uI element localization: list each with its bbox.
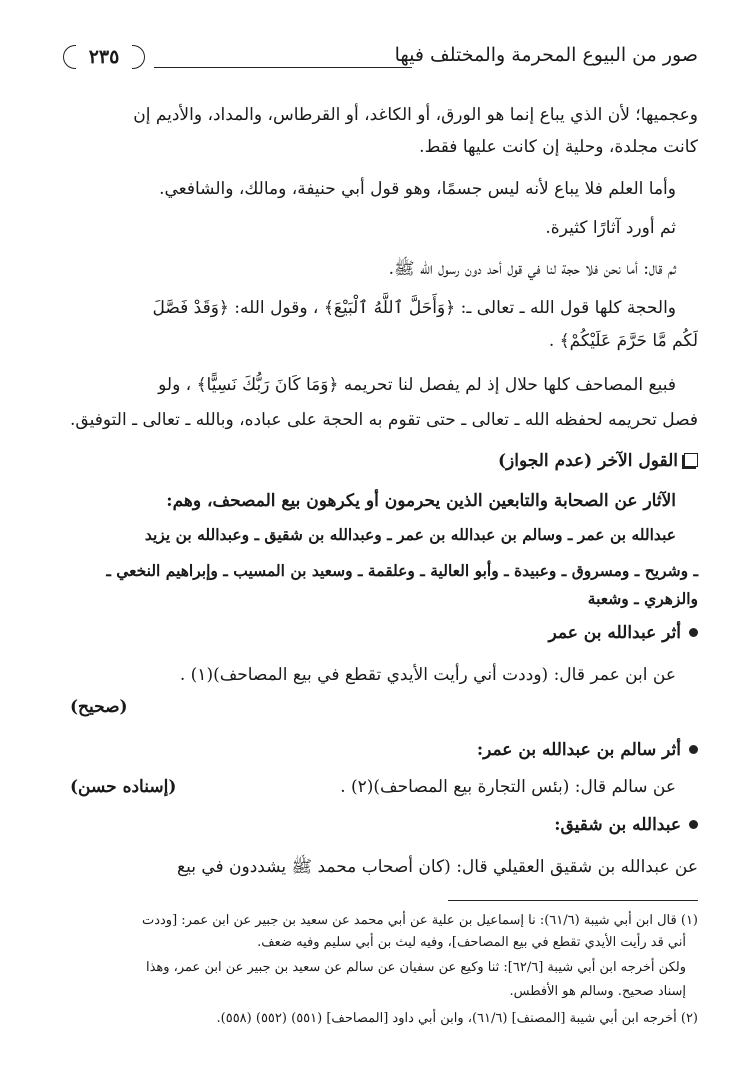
paragraph-line: وأما العلم فلا يباع لأنه ليس جسمًا، وهو قول أبي حنيفة، ومالك، والشافعي. [159,179,676,199]
bullet-dot-icon [689,745,698,754]
grade-label: (إسناده حسن) [70,777,177,797]
athar-text: عن سالم قال: (بئس التجارة بيع المصاحف)(٢) . [340,777,676,797]
athar-title: أثر سالم بن عبدالله بن عمر: [477,735,698,765]
names-line: والزهري ـ وشعبة [587,589,698,608]
paragraph-line: فبيع المصاحف كلها حلال إذ لم يفصل لنا تحريمه ﴿وَمَا كَانَ رَبُّكَ نَسِيًّا﴾ ، ولو [158,375,676,395]
athar-text: عن عبدالله بن شقيق العقيلي قال: (كان أصحاب محمد ﷺ يشددون في بيع [177,857,698,877]
footnote-rule [448,900,698,901]
paragraph-line: ثم أورد آثارًا كثيرة. [545,218,676,238]
footnote-line: إسناد صحيح. وسالم هو الأفطس. [509,984,686,999]
running-header-title: صور من البيوع المحرمة والمختلف فيها [394,44,698,66]
footnote-line: (١) قال ابن أبي شيبة (٦١/٦): نا إسماعيل بن علية عن أبي محمد عن سعيد بن جبير عن ابن عمر: [وددت [141,913,698,928]
paragraph-line: والحجة كلها قول الله ـ تعالى ـ: ﴿وَأَحَلَّ ٱللَّهُ ٱلْبَيْعَ﴾ ، وقول الله: ﴿وَقَدْ فَصَّلَ [152,298,676,318]
athar-heading: الآثار عن الصحابة والتابعين الذين يحرمون أو يكرهون بيع المصحف، وهم: [166,491,676,511]
grade-label: (صحيح) [70,697,128,717]
page-number: ٢٣٥ [63,42,145,72]
square-bullet-icon [684,453,698,467]
header-rule [154,67,412,68]
paragraph-line: كانت مجلدة، وحلية إن كانت عليها فقط. [419,137,698,157]
footnote-line: (٢) أخرجه ابن أبي شيبة [المصنف] (٦١/٦)، وابن أبي داود [المصاحف] (٥٥١) (٥٥٢) (٥٥٨). [216,1011,698,1026]
athar-title: عبدالله بن شقيق: [554,810,698,840]
names-line: ـ وشريح ـ ومسروق ـ وعبيدة ـ وأبو العالية ـ وعلقمة ـ وسعيد بن المسيب ـ وإبراهيم النخعي ـ [106,561,698,580]
footnote-line: ولكن أخرجه ابن أبي شيبة [٦٢/٦]: ثنا وكيع عن سفيان عن سالم عن سعيد بن جبير عن ابن عمر، وهذا [145,960,686,975]
footnote-line: أني قد رأيت الأيدي تقطع في بيع المصاحف]، وفيه ليث بن أبي سليم وفيه ضعف. [257,935,686,950]
bullet-dot-icon [689,628,698,637]
athar-text: عن ابن عمر قال: (وددت أني رأيت الأيدي تقطع في بيع المصاحف)(١) . [179,665,676,685]
paragraph-line: فصل تحريمه لحفظه الله ـ تعالى ـ حتى تقوم به الحجة على عباده، وبالله ـ تعالى ـ التوفيق. [70,410,698,430]
names-line: عبدالله بن عمر ـ وسالم بن عبدالله بن عمر ـ وعبدالله بن شقيق ـ وعبدالله بن يزيد [144,525,676,544]
paragraph-line: وعجميها؛ لأن الذي يباع إنما هو الورق، أو الكاغد، أو القرطاس، والمداد، والأديم إن [133,105,698,125]
athar-title: أثر عبدالله بن عمر [549,618,698,648]
paragraph-line: ثم قال: أما نحن فلا حجة لنا في قول أحد دون رسول الله ﷺ. [388,259,676,279]
section-heading: القول الآخر (عدم الجواز) [498,446,698,476]
bullet-dot-icon [689,820,698,829]
paragraph-line: لَكُم مَّا حَرَّمَ عَلَيْكُمْ﴾ . [548,331,698,351]
